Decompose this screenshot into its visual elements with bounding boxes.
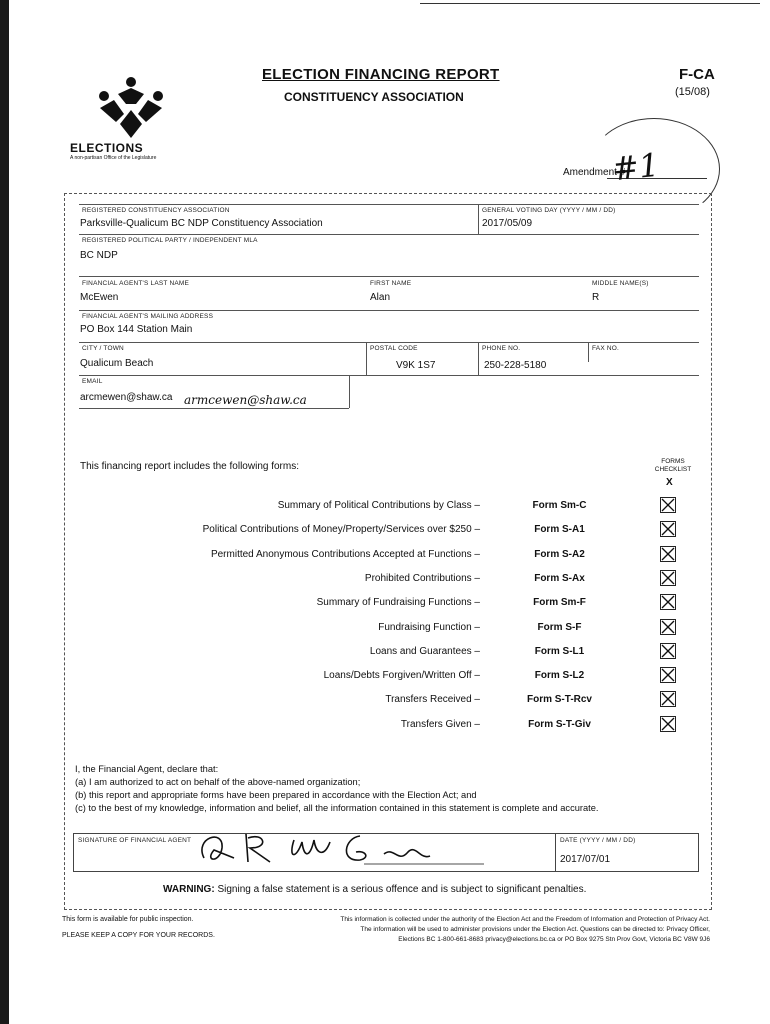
footer-privacy-2: The information will be used to administer provisions under the Election Act. Questions can be directed to: Privacy Officer, [360,926,710,933]
email-field[interactable]: arcmewen@shaw.ca [80,392,173,403]
form-row [180,622,680,642]
form-description: Loans and Guarantees – [369,645,480,657]
form-description: Permitted Anonymous Contributions Accepted at Functions – [210,548,480,560]
form-checkbox[interactable] [660,594,676,610]
association-label: REGISTERED CONSTITUENCY ASSOCIATION [82,207,230,214]
form-code-label: Form S-T-Giv [528,718,591,730]
form-row [180,524,680,544]
check-x-icon [661,571,675,585]
amendment-label: Amendment # [563,167,626,178]
check-x-icon [661,595,675,609]
form-description: Loans/Debts Forgiven/Written Off – [323,670,480,682]
form-description: Summary of Fundraising Functions – [316,597,480,609]
declaration-line: (c) to the best of my knowledge, information and belief, all the information contained in this statement is complete and accurate. [75,803,599,813]
row-divider [79,276,699,277]
form-description: Transfers Given – [400,718,480,730]
warning-text [163,884,586,895]
form-checkbox[interactable] [660,691,676,707]
form-code-label: Form S-T-Rcv [526,694,592,706]
warning-body: Signing a false statement is a serious offence and is subject to significant penalties. [217,884,587,895]
row-divider [79,204,699,205]
check-x-icon [661,522,675,536]
city-label: CITY / TOWN [82,345,124,352]
voting-day-field[interactable]: 2017/05/09 [482,218,533,229]
form-code-label: Form S-L1 [534,645,585,657]
form-row [180,670,680,690]
postal-label: POSTAL CODE [370,345,418,352]
elections-bc-logo [96,74,166,140]
col-divider [349,375,350,408]
col-divider [478,342,479,375]
check-x-icon [661,620,675,634]
check-x-icon [661,498,675,512]
form-checkbox[interactable] [660,570,676,586]
form-checkbox[interactable] [660,521,676,537]
form-code-label: Form S-F [537,621,582,633]
middle-name-field[interactable]: R [592,292,600,303]
form-row [180,573,680,593]
party-field[interactable]: BC NDP [80,250,118,261]
declaration-line: I, the Financial Agent, declare that: [75,764,219,774]
declaration-line: (b) this report and appropriate forms have been prepared in accordance with the Election Act; and [75,790,477,800]
check-x-icon [661,644,675,658]
form-description: Transfers Received – [385,694,480,706]
phone-label: PHONE NO. [482,345,521,352]
signature-box[interactable] [73,833,556,872]
mailing-field[interactable]: PO Box 144 Station Main [80,324,193,335]
signature-scribble [184,828,484,870]
form-row [180,719,680,739]
report-title: ELECTION FINANCING REPORT [262,66,500,83]
form-checkbox[interactable] [660,546,676,562]
form-description: Fundraising Function – [378,621,480,633]
fax-label: FAX NO. [592,345,620,352]
form-checkbox[interactable] [660,497,676,513]
form-code: F-CA [679,66,715,83]
logo-wordmark: ELECTIONS [70,141,144,155]
footer-privacy-3: Elections BC 1-800-661-8683 privacy@elections.bc.ca or PO Box 9275 Stn Prov Govt, Victoria BC V8W 9J6 [398,936,710,943]
association-field[interactable]: Parksville-Qualicum BC NDP Constituency Association [80,218,323,229]
signature-label: SIGNATURE OF FINANCIAL AGENT [78,837,192,844]
form-revision: (15/08) [675,86,710,98]
first-name-field[interactable]: Alan [370,292,391,303]
mailing-label: FINANCIAL AGENT'S MAILING ADDRESS [82,313,214,320]
row-divider [79,234,699,235]
form-code-label: Form S-L2 [534,670,585,682]
form-description: Summary of Political Contributions by Class – [277,500,480,511]
footer-keep-copy: PLEASE KEEP A COPY FOR YOUR RECORDS. [62,932,215,939]
date-field[interactable]: 2017/07/01 [560,854,611,865]
check-x-icon [661,668,675,682]
postal-field[interactable]: V9K 1S7 [396,360,436,371]
warning-label: WARNING: [163,884,215,895]
check-x-icon [661,547,675,561]
col-divider [478,204,479,234]
check-x-icon [661,692,675,706]
form-code-label: Form S-A1 [534,524,585,536]
logo-tagline: A non-partisan Office of the Legislature [70,155,157,161]
declaration-line: (a) I am authorized to act on behalf of the above-named organization; [75,777,361,787]
form-row [180,549,680,569]
form-row [180,597,680,617]
col-divider [366,342,367,375]
scan-line [420,3,760,4]
checklist-mark: X [666,477,673,488]
form-checkbox[interactable] [660,619,676,635]
form-row [180,500,680,520]
form-code-label: Form Sm-C [532,500,587,511]
forms-intro: This financing report includes the following forms: [80,461,299,472]
row-divider [79,375,699,376]
date-label: DATE (YYYY / MM / DD) [560,837,636,844]
form-description: Prohibited Contributions – [364,572,480,584]
form-code-label: Form Sm-F [533,597,586,609]
party-label: REGISTERED POLITICAL PARTY / INDEPENDENT MLA [82,237,258,244]
form-checkbox[interactable] [660,667,676,683]
form-checkbox[interactable] [660,643,676,659]
email-underline [79,408,349,409]
form-row [180,694,680,714]
report-subtitle: CONSTITUENCY ASSOCIATION [284,90,464,104]
row-divider [79,310,699,311]
amendment-value[interactable]: #1 [610,145,662,189]
check-x-icon [661,717,675,731]
city-field[interactable]: Qualicum Beach [80,358,154,369]
col-divider [588,342,589,362]
last-name-field[interactable]: McEwen [80,292,119,303]
email-handwritten: armcewen@shaw.ca [184,393,307,407]
phone-field[interactable]: 250-228-5180 [484,360,547,371]
form-row [180,646,680,666]
form-code-label: Form S-Ax [534,572,585,584]
form-description: Political Contributions of Money/Property/Services over $250 – [202,524,480,536]
footer-privacy-1: This information is collected under the authority of the Election Act and the Freedom of Information and Protection of Privacy Act. [340,916,710,923]
email-label: EMAIL [82,378,103,385]
first-name-label: FIRST NAME [370,280,412,287]
date-box[interactable] [555,833,699,872]
middle-name-label: MIDDLE NAME(S) [592,280,649,287]
checklist-header: FORMS CHECKLIST [654,458,692,473]
voting-day-label: GENERAL VOTING DAY (YYYY / MM / DD) [482,207,616,214]
scan-edge [0,0,9,1024]
footer-public: This form is available for public inspection. [62,916,194,923]
last-name-label: FINANCIAL AGENT'S LAST NAME [82,280,190,287]
form-code-label: Form S-A2 [534,548,585,560]
form-checkbox[interactable] [660,716,676,732]
row-divider [79,342,699,343]
